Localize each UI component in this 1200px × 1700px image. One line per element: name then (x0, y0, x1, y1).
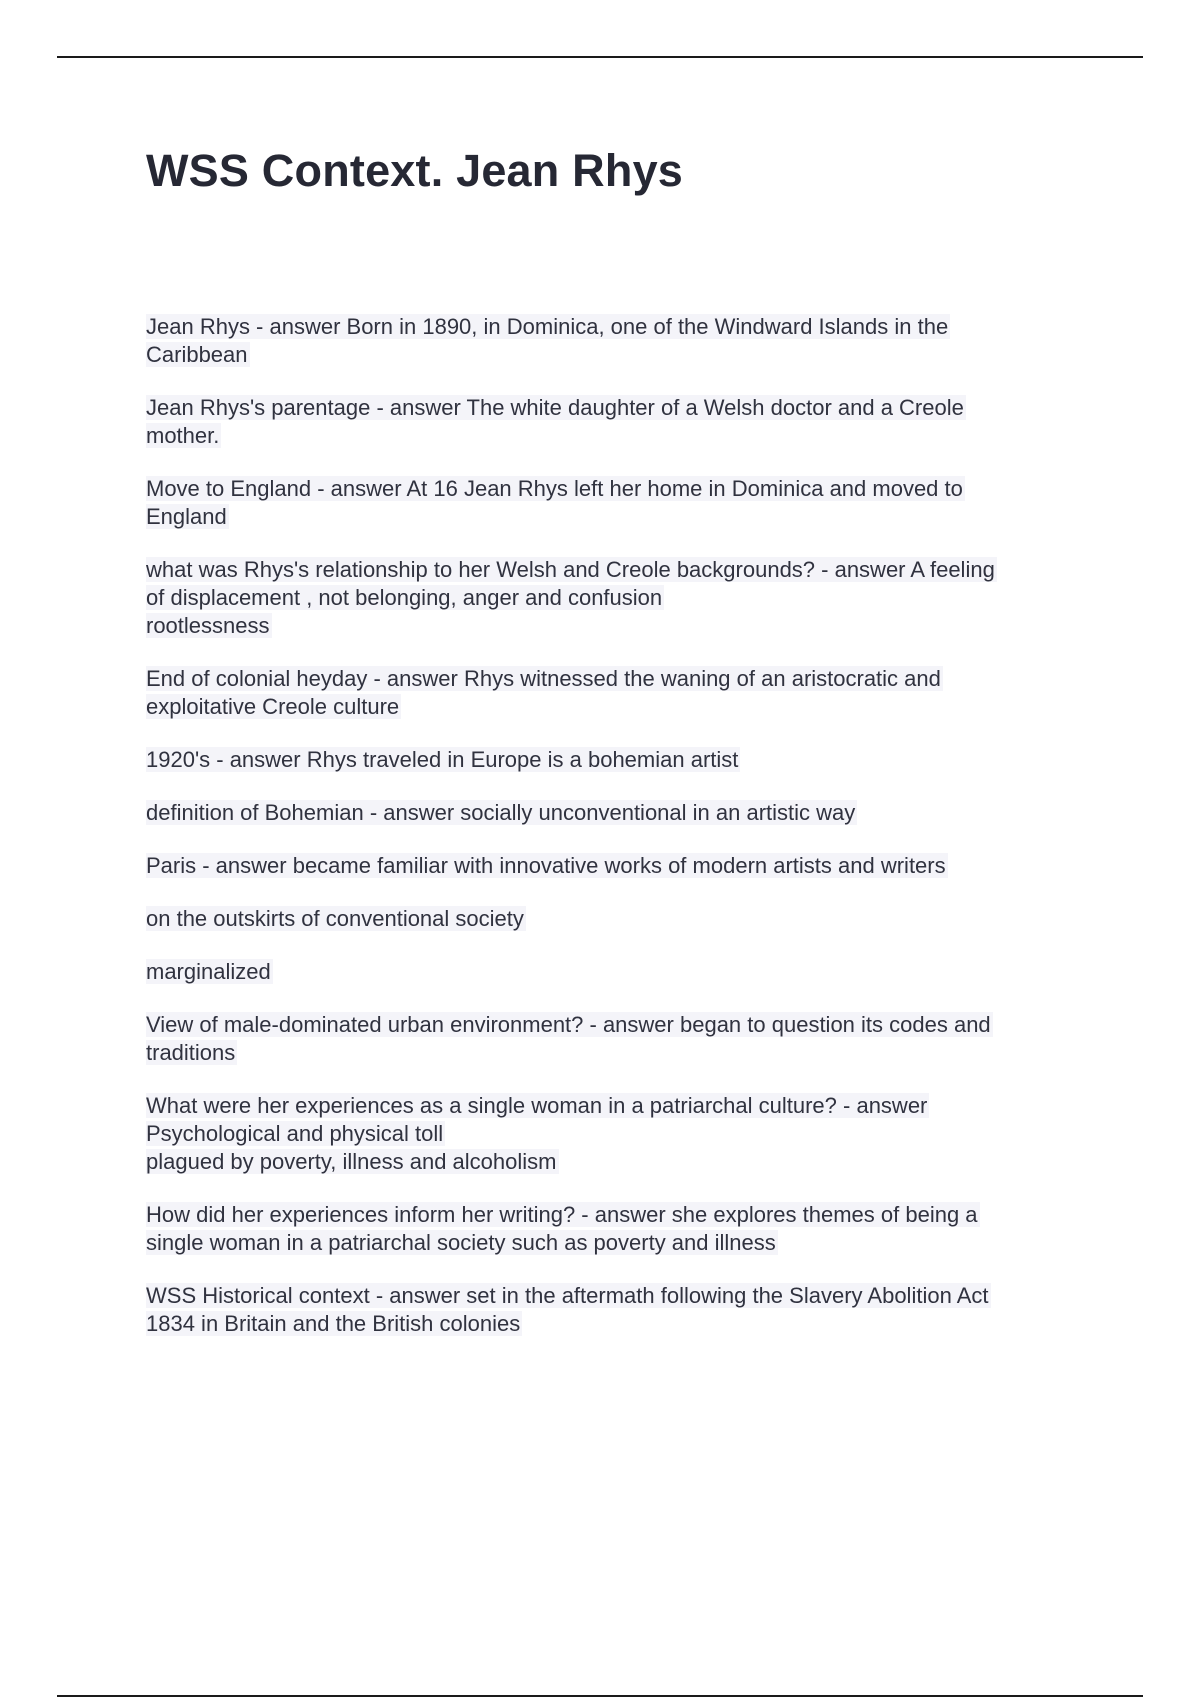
flashcard-text: definition of Bohemian - answer socially unconventional in an artistic way (146, 800, 856, 825)
flashcard (146, 799, 1096, 827)
flashcard-text: Paris - answer became familiar with innovative works of modern artists and writers (146, 853, 946, 878)
flashcard-text: Psychological and physical toll (146, 1121, 444, 1146)
flashcard (146, 905, 1096, 933)
flashcard-text: 1920's - answer Rhys traveled in Europe is a bohemian artist (146, 747, 739, 772)
flashcard (146, 556, 1096, 640)
flashcard-text: plagued by poverty, illness and alcoholism (146, 1149, 557, 1174)
flashcard-text: exploitative Creole culture (146, 694, 400, 719)
flashcard (146, 852, 1096, 880)
flashcard-text: mother. (146, 423, 220, 448)
flashcard (146, 313, 1096, 369)
flashcard-text: of displacement , not belonging, anger and confusion (146, 585, 663, 610)
flashcard (146, 1092, 1096, 1176)
flashcard-text: View of male-dominated urban environment? - answer began to question its codes and (146, 1012, 991, 1037)
flashcard-text: End of colonial heyday - answer Rhys witnessed the waning of an aristocratic and (146, 666, 941, 691)
flashcard-text: How did her experiences inform her writing? - answer she explores themes of being a (146, 1202, 978, 1227)
flashcard (146, 746, 1096, 774)
flashcard (146, 665, 1096, 721)
flashcard-text: 1834 in Britain and the British colonies (146, 1311, 521, 1336)
flashcard-text: what was Rhys's relationship to her Welsh and Creole backgrounds? - answer A feeling (146, 557, 995, 582)
flashcard-text: What were her experiences as a single woman in a patriarchal culture? - answer (146, 1093, 928, 1118)
flashcard (146, 1282, 1096, 1338)
document-title: WSS Context. Jean Rhys (146, 145, 684, 196)
flashcard (146, 475, 1096, 531)
flashcard (146, 1201, 1096, 1257)
flashcard-list (146, 313, 1096, 1363)
bottom-rule (57, 1695, 1143, 1697)
flashcard-text: Jean Rhys - answer Born in 1890, in Dominica, one of the Windward Islands in the (146, 314, 949, 339)
flashcard (146, 1011, 1096, 1067)
flashcard-text: traditions (146, 1040, 236, 1065)
flashcard-text: marginalized (146, 959, 271, 984)
flashcard-text: single woman in a patriarchal society such as poverty and illness (146, 1230, 776, 1255)
flashcard-text: Jean Rhys's parentage - answer The white daughter of a Welsh doctor and a Creole (146, 395, 964, 420)
flashcard-text: Caribbean (146, 342, 248, 367)
flashcard-text: WSS Historical context - answer set in the aftermath following the Slavery Abolition Act (146, 1283, 989, 1308)
flashcard (146, 958, 1096, 986)
flashcard-text: Move to England - answer At 16 Jean Rhys left her home in Dominica and moved to (146, 476, 963, 501)
top-rule (57, 56, 1143, 58)
flashcard-text: on the outskirts of conventional society (146, 906, 524, 931)
flashcard (146, 394, 1096, 450)
flashcard-text: England (146, 504, 227, 529)
flashcard-text: rootlessness (146, 613, 270, 638)
